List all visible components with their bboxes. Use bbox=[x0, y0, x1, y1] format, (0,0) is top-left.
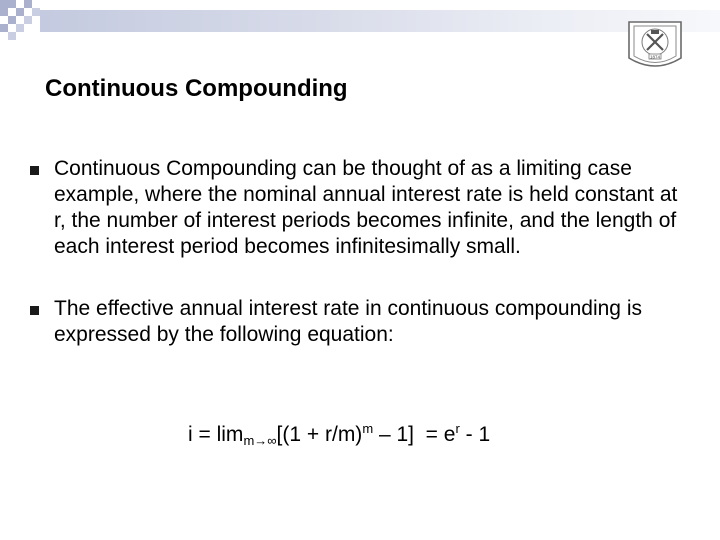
slide-title: Continuous Compounding bbox=[45, 75, 348, 102]
bullet-item bbox=[30, 296, 690, 348]
header-gradient-stripe bbox=[40, 10, 720, 32]
checker-pattern bbox=[0, 0, 40, 40]
bullet-list bbox=[30, 156, 690, 348]
svg-text:1874: 1874 bbox=[649, 54, 661, 60]
equation-part-3: - 1 bbox=[459, 423, 491, 446]
square-bullet-icon bbox=[30, 306, 39, 315]
square-bullet-icon bbox=[30, 166, 39, 175]
continuous-compounding-equation bbox=[188, 414, 490, 456]
equation-lhs: i = lim bbox=[188, 423, 244, 446]
bullet-text: The effective annual interest rate in continuous compounding is expressed by the following equation: bbox=[54, 297, 642, 346]
bullet-text: Continuous Compounding can be thought of as a limiting case example, where the nominal annual interest rate is held constant at r, the number of interest periods becomes infinite, and the length of each interest period becomes infinitesimally small. bbox=[54, 157, 678, 258]
equation-limit-subscript: m→∞ bbox=[243, 433, 277, 448]
slide-header-decoration bbox=[0, 0, 720, 60]
equation-exponent-r: r bbox=[455, 421, 460, 436]
equation-part-2: – 1] = e bbox=[373, 423, 456, 446]
equation-part-1: [(1 + r/m) bbox=[276, 423, 363, 446]
equation-exponent-m: m bbox=[362, 421, 374, 436]
institution-seal-logo bbox=[624, 16, 686, 74]
bullet-item bbox=[30, 156, 690, 260]
